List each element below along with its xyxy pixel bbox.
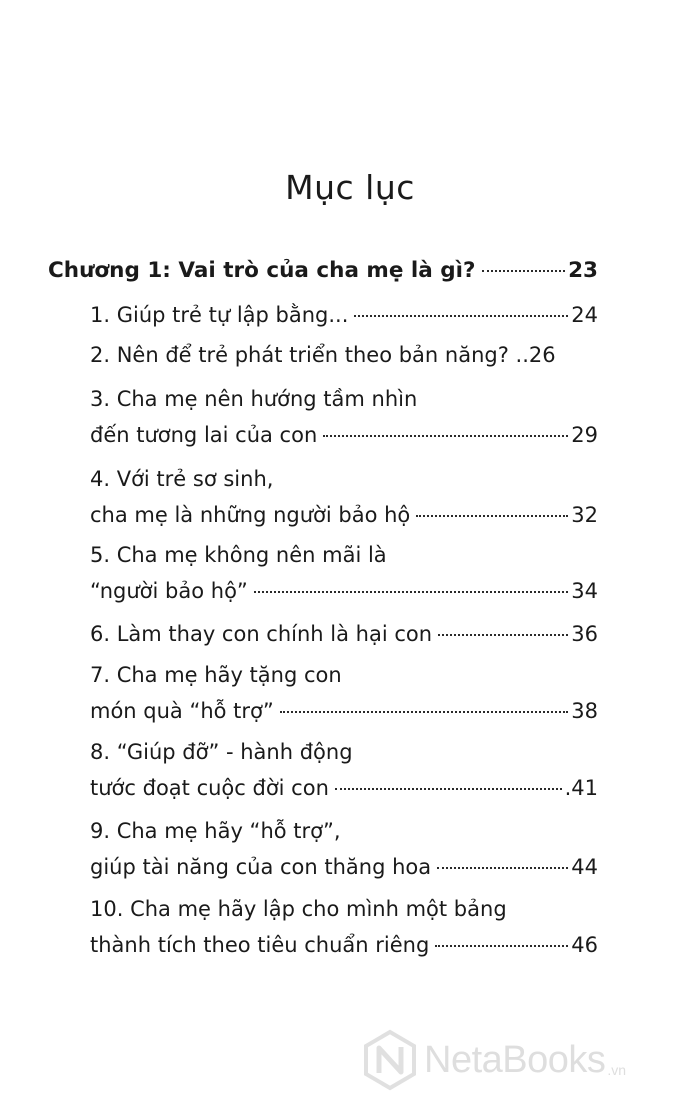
toc-entry-6 <box>90 622 598 654</box>
entry-label: tước đoạt cuộc đời con <box>90 776 329 800</box>
watermark-brand: NetaBooks <box>424 1038 606 1081</box>
toc-entry-5-line-1: 5. Cha mẹ không nên mãi là <box>90 543 387 567</box>
toc-entry-10 <box>90 933 598 965</box>
watermark <box>362 1024 700 1096</box>
dot-leader <box>280 711 568 713</box>
page-number: 32 <box>571 503 598 527</box>
entry-label: giúp tài năng của con thăng hoa <box>90 855 432 879</box>
toc-entry-3 <box>90 423 598 455</box>
netabooks-logo-icon <box>362 1029 418 1091</box>
toc-entry-2 <box>90 343 598 375</box>
page-number: 29 <box>571 423 598 447</box>
toc-entry-3-line-1: 3. Cha mẹ nên hướng tầm nhìn <box>90 387 418 411</box>
dot-leader <box>323 435 568 437</box>
page-number: 24 <box>571 303 598 327</box>
chapter-label: Chương 1: Vai trò của cha mẹ là gì? <box>48 258 476 283</box>
page-number: 46 <box>571 933 598 957</box>
dot-leader <box>482 270 566 272</box>
toc-entry-4-line-1: 4. Với trẻ sơ sinh, <box>90 467 274 491</box>
toc-entry-4 <box>90 503 598 535</box>
dot-leader <box>335 788 562 790</box>
toc-entry-1 <box>90 303 598 335</box>
page-number: 26 <box>528 343 556 367</box>
dot-leader <box>416 515 568 517</box>
toc-chapter-1 <box>48 258 598 292</box>
entry-label: cha mẹ là những người bảo hộ <box>90 503 411 527</box>
toc-entry-7 <box>90 699 598 731</box>
toc-entry-9-line-1: 9. Cha mẹ hãy “hỗ trợ”, <box>90 819 341 843</box>
dot-leader <box>438 634 568 636</box>
page-number: 23 <box>568 258 598 283</box>
page-number: 36 <box>571 622 598 646</box>
toc-entry-9 <box>90 855 598 887</box>
toc-entry-5 <box>90 579 598 611</box>
watermark-suffix: .vn <box>607 1062 627 1078</box>
toc-entry-8 <box>90 776 598 808</box>
page-title: Mục lục <box>285 168 415 207</box>
entry-label: “người bảo hộ” <box>90 579 248 603</box>
dot-leader <box>254 591 568 593</box>
entry-label: thành tích theo tiêu chuẩn riêng <box>90 933 430 957</box>
toc-entry-10-line-1: 10. Cha mẹ hãy lập cho mình một bảng <box>90 897 507 921</box>
page-number: 38 <box>571 699 598 723</box>
dot-leader <box>354 315 568 317</box>
entry-label: 1. Giúp trẻ tự lập bằng... <box>90 303 349 327</box>
entry-label: món quà “hỗ trợ” <box>90 699 274 723</box>
entry-label: 6. Làm thay con chính là hại con <box>90 622 433 646</box>
page-number: 44 <box>571 855 598 879</box>
entry-label: 2. Nên để trẻ phát triển theo bản năng? .. <box>90 343 529 367</box>
page-number: .41 <box>564 776 598 800</box>
toc-entry-7-line-1: 7. Cha mẹ hãy tặng con <box>90 663 342 687</box>
dot-leader <box>435 945 568 947</box>
entry-label: đến tương lai của con <box>90 423 318 447</box>
dot-leader <box>437 867 568 869</box>
toc-entry-8-line-1: 8. “Giúp đỡ” - hành động <box>90 740 353 764</box>
page-number: 34 <box>571 579 598 603</box>
